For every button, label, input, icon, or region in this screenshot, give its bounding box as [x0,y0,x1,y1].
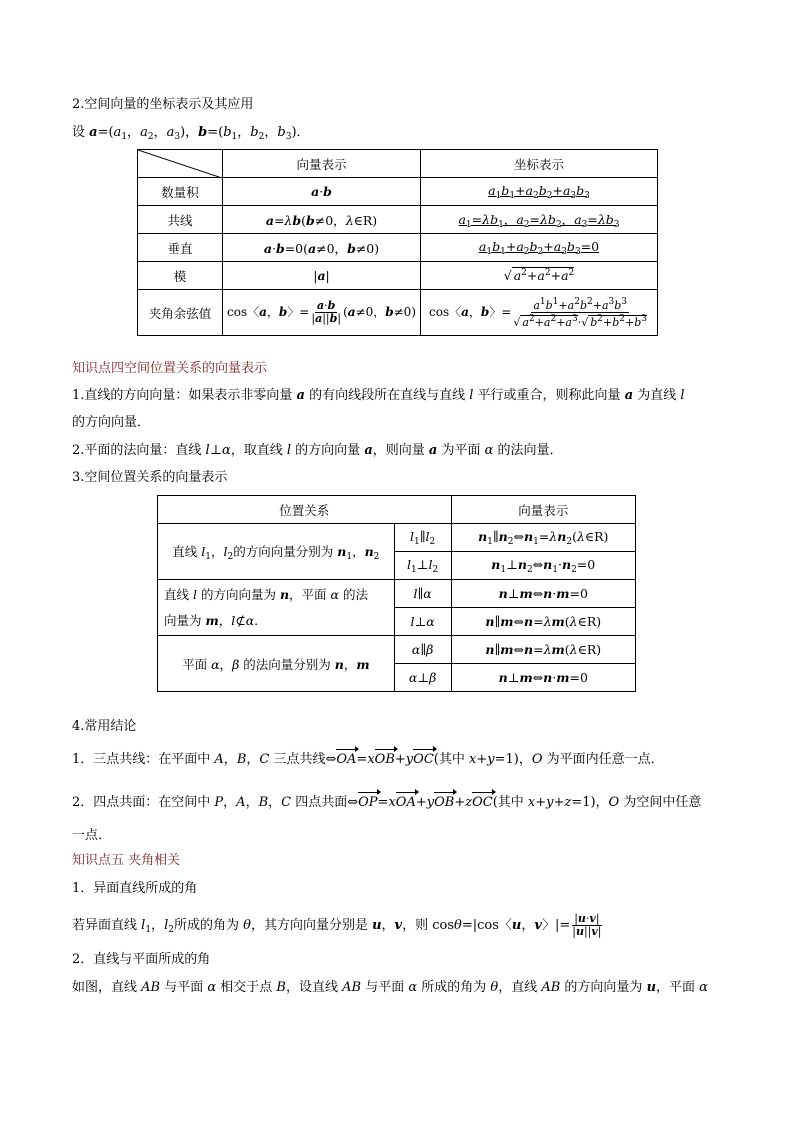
kp4-p1: 1.直线的方向向量：如果表示非零向量 a 的有向线段所在直线与直线 l 平行或重合，则称此向量 a 为直线 l [72,388,685,403]
coordinate-table [137,149,658,336]
row-label: 垂直 [138,234,223,262]
kp5-s2-text: 如图，直线 AB 与平面 α 相交于点 B，设直线 AB 与平面 α 所成的角为 θ，直线 AB 的方向向量为 u，平面 α [72,980,708,995]
vector-cell: a·b=0(a≠0，b≠0) [223,234,421,262]
row-label: 夹角余弦值 [138,290,223,336]
group-label: 平面 α，β 的法向量分别为 n，m [158,636,395,692]
conclusion-2-cont: 一点． [72,828,112,843]
relation-cell: α⊥β [394,664,451,692]
table-row [138,290,658,336]
kp4-p1-cont: 的方向向量． [72,415,151,430]
kp5-title: 知识点五 夹角相关 [72,853,181,868]
vector-cell: a=λb(b≠0，λ∈R) [223,206,421,234]
table-row [138,234,658,262]
relation-cell: $l_1\parallel l_2$ [394,524,451,552]
header-vector-repr: 向量表示 [451,496,636,524]
row-label: 数量积 [138,178,223,206]
header-coordinate: 坐标表示 [421,150,658,178]
kp4-p3: 3.空间位置关系的向量表示 [72,470,228,485]
group-label: 直线 $l_1$，$l_2$的方向向量分别为 $n_1$，$n_2$ [158,524,395,580]
conclusion-1: 1．三点共线：在平面中 A，B，C 三点共线⇔OA=xOB+yOC(其中 x+y=1)，O 为平面内任意一点． [72,752,664,767]
section4-title: 4.常用结论 [72,719,137,734]
table-row [158,524,636,552]
vector-cell: a·b [223,178,421,206]
relation-cell: l∥α [394,580,451,608]
vector-cell: n∥m⇔n=λm(λ∈R) [451,636,636,664]
row-label: 模 [138,262,223,290]
vector-cell: cos〈a，b〉= $\frac{a\cdot b}{|a||b|}$ (a≠0，b≠0) [223,290,421,336]
table-row [138,178,658,206]
kp4-p2: 2.平面的法向量：直线 l⊥α，取直线 l 的方向向量 a，则向量 a 为平面 α 的法向量． [72,443,563,458]
vector-cell: $n_1\parallel n_2\Leftrightarrow n_1=\lambda n_2(\lambda\in R)$ [451,524,636,552]
kp5-s2: 2．直线与平面所成的角 [72,952,211,967]
coord-cell: cos〈a，b〉= $\frac{a^1b^1+a^2b^2+a^3b^3}{√ a^2+a^2+a^3\cdot√ b^2+b^2+b^3}$ [421,290,658,336]
table-row [158,636,636,664]
conclusion-2: 2．四点共面：在空间中 P，A，B，C 四点共面⇔OP=xOA+yOB+zOC(其中 x+y+z=1)，O 为空间中任意 [72,795,702,810]
header-vector: 向量表示 [223,150,421,178]
vector-cell: n∥m⇔n=λm(λ∈R) [451,608,636,636]
relation-cell: l⊥α [394,608,451,636]
kp4-title: 知识点四空间位置关系的向量表示 [72,361,268,376]
vector-definition: 设 $a=(a_1$，$a_2$，$a_3$)，$b=(b_1$，$b_2$，$b_3$)． [72,125,310,142]
position-relation-table [157,495,636,692]
vector-cell: $n_1\perp n_2\Leftrightarrow n_1\cdot n_2=0$ [451,552,636,580]
coord-cell: $a_1b_1+a_2b_2+a_3b_3=0$ [421,234,658,262]
table-row [138,206,658,234]
coord-cell: √ $a^2+a^2+a^2$ [421,262,658,290]
vector-cell: n⊥m⇔n·m=0 [451,664,636,692]
relation-cell: $l_1\perp l_2$ [394,552,451,580]
relation-cell: α∥β [394,636,451,664]
diagonal-header-cell [138,150,223,178]
vector-cell: n⊥m⇔n·m=0 [451,580,636,608]
table-row [138,262,658,290]
header-relation: 位置关系 [158,496,452,524]
row-label: 共线 [138,206,223,234]
kp5-s1-text: 若异面直线 $l_1$，$l_2$所成的角为 θ，其方向向量分别是 u，v，则 cosθ=|cos〈u，v〉|= $\frac{|u\cdot v|}{|u||v|}$ [72,912,602,938]
table-row [158,580,636,608]
group-label: 直线 l 的方向向量为 n，平面 α 的法 向量为 m，l⊄α. [158,580,395,636]
diagonal-line [138,150,222,178]
kp5-s1: 1．异面直线所成的角 [72,881,198,896]
coord-cell: $a_1b_1+a_2b_2+a_3b_3$ [421,178,658,206]
coord-cell: $a_1=\lambda b_1$，$a_2=\lambda b_2$，$a_3=\lambda b_3$ [421,206,658,234]
vector-cell: |a| [223,262,421,290]
section-title: 2.空间向量的坐标表示及其应用 [72,97,254,112]
